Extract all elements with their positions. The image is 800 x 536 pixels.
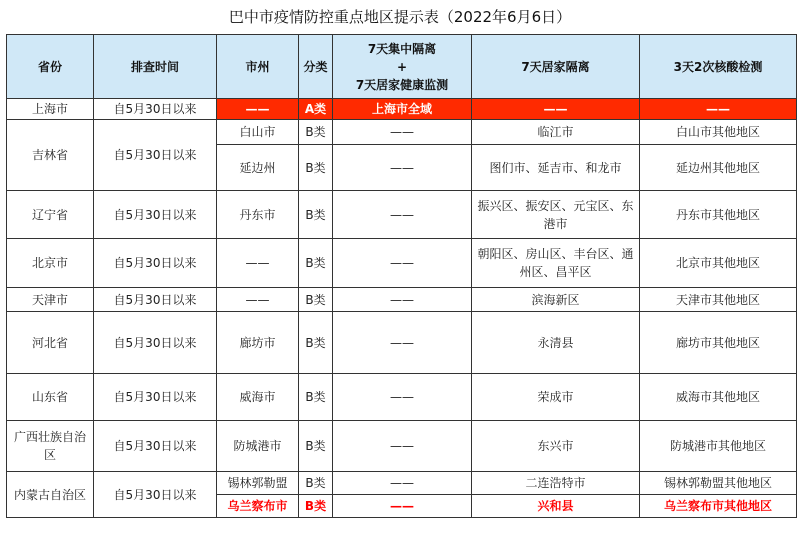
cell-centralized-isolation: —— bbox=[333, 288, 472, 312]
cell-city: 锡林郭勒盟 bbox=[217, 472, 299, 495]
cell-province: 辽宁省 bbox=[7, 191, 94, 239]
cell-nucleic-test: 锡林郭勒盟其他地区 bbox=[640, 472, 797, 495]
cell-time: 自5月30日以来 bbox=[94, 421, 217, 472]
cell-category: B类 bbox=[299, 312, 333, 374]
cell-city: 延边州 bbox=[217, 145, 299, 191]
cell-city: —— bbox=[217, 99, 299, 120]
cell-province: 天津市 bbox=[7, 288, 94, 312]
cell-home-isolation: 振兴区、振安区、元宝区、东港市 bbox=[472, 191, 640, 239]
cell-nucleic-test: 延边州其他地区 bbox=[640, 145, 797, 191]
cell-home-isolation: —— bbox=[472, 99, 640, 120]
key-areas-table bbox=[6, 34, 797, 518]
cell-city: 威海市 bbox=[217, 374, 299, 421]
cell-centralized-isolation: —— bbox=[333, 312, 472, 374]
cell-centralized-isolation: 上海市全域 bbox=[333, 99, 472, 120]
table-row-neimenggu-1 bbox=[7, 472, 797, 495]
table-row-tianjin bbox=[7, 288, 797, 312]
cell-nucleic-test: 威海市其他地区 bbox=[640, 374, 797, 421]
cell-centralized-isolation: —— bbox=[333, 145, 472, 191]
cell-centralized-isolation: —— bbox=[333, 191, 472, 239]
cell-category: B类 bbox=[299, 239, 333, 288]
table-row-shandong bbox=[7, 374, 797, 421]
table-row-jilin-1 bbox=[7, 120, 797, 145]
cell-time: 自5月30日以来 bbox=[94, 120, 217, 191]
cell-time: 自5月30日以来 bbox=[94, 99, 217, 120]
cell-time: 自5月30日以来 bbox=[94, 312, 217, 374]
header-category: 分类 bbox=[299, 35, 333, 99]
cell-province: 内蒙古自治区 bbox=[7, 472, 94, 518]
cell-centralized-isolation: —— bbox=[333, 120, 472, 145]
cell-home-isolation: 朝阳区、房山区、丰台区、通州区、昌平区 bbox=[472, 239, 640, 288]
header-col5-line2: + bbox=[396, 59, 408, 74]
cell-city: 乌兰察布市 bbox=[217, 495, 299, 518]
cell-province: 山东省 bbox=[7, 374, 94, 421]
cell-category: B类 bbox=[299, 145, 333, 191]
cell-city: —— bbox=[217, 239, 299, 288]
cell-category: B类 bbox=[299, 472, 333, 495]
cell-centralized-isolation: —— bbox=[333, 239, 472, 288]
cell-nucleic-test: 北京市其他地区 bbox=[640, 239, 797, 288]
header-city: 市州 bbox=[217, 35, 299, 99]
cell-category: A类 bbox=[299, 99, 333, 120]
table-header-row bbox=[7, 35, 797, 99]
table-row-beijing bbox=[7, 239, 797, 288]
cell-nucleic-test: 丹东市其他地区 bbox=[640, 191, 797, 239]
cell-province: 广西壮族自治区 bbox=[7, 421, 94, 472]
header-nucleic-test: 3天2次核酸检测 bbox=[640, 35, 797, 99]
cell-time: 自5月30日以来 bbox=[94, 472, 217, 518]
cell-province: 吉林省 bbox=[7, 120, 94, 191]
cell-province: 河北省 bbox=[7, 312, 94, 374]
cell-time: 自5月30日以来 bbox=[94, 239, 217, 288]
page-title: 巴中市疫情防控重点地区提示表（2022年6月6日） bbox=[228, 8, 572, 26]
cell-centralized-isolation: —— bbox=[333, 495, 472, 518]
cell-city: 白山市 bbox=[217, 120, 299, 145]
header-time: 排查时间 bbox=[94, 35, 217, 99]
header-col5-line3: 7天居家健康监测 bbox=[355, 77, 449, 92]
cell-category: B类 bbox=[299, 374, 333, 421]
cell-home-isolation: 东兴市 bbox=[472, 421, 640, 472]
cell-centralized-isolation: —— bbox=[333, 421, 472, 472]
table-row-shanghai bbox=[7, 99, 797, 120]
cell-category: B类 bbox=[299, 120, 333, 145]
cell-nucleic-test: 廊坊市其他地区 bbox=[640, 312, 797, 374]
cell-category: B类 bbox=[299, 288, 333, 312]
cell-time: 自5月30日以来 bbox=[94, 288, 217, 312]
cell-nucleic-test: 白山市其他地区 bbox=[640, 120, 797, 145]
cell-category: B类 bbox=[299, 495, 333, 518]
cell-home-isolation: 永清县 bbox=[472, 312, 640, 374]
table-row-hebei bbox=[7, 312, 797, 374]
cell-home-isolation: 滨海新区 bbox=[472, 288, 640, 312]
cell-city: —— bbox=[217, 288, 299, 312]
cell-category: B类 bbox=[299, 191, 333, 239]
cell-city: 廊坊市 bbox=[217, 312, 299, 374]
cell-centralized-isolation: —— bbox=[333, 472, 472, 495]
cell-home-isolation: 荣成市 bbox=[472, 374, 640, 421]
cell-city: 防城港市 bbox=[217, 421, 299, 472]
cell-home-isolation: 兴和县 bbox=[472, 495, 640, 518]
cell-category: B类 bbox=[299, 421, 333, 472]
table-row-guangxi bbox=[7, 421, 797, 472]
cell-home-isolation: 临江市 bbox=[472, 120, 640, 145]
cell-nucleic-test: —— bbox=[640, 99, 797, 120]
cell-city: 丹东市 bbox=[217, 191, 299, 239]
header-col5-line1: 7天集中隔离 bbox=[367, 41, 437, 56]
cell-province: 北京市 bbox=[7, 239, 94, 288]
cell-nucleic-test: 天津市其他地区 bbox=[640, 288, 797, 312]
cell-nucleic-test: 防城港市其他地区 bbox=[640, 421, 797, 472]
header-province: 省份 bbox=[7, 35, 94, 99]
cell-nucleic-test: 乌兰察布市其他地区 bbox=[640, 495, 797, 518]
header-centralized-isolation bbox=[333, 35, 472, 99]
cell-centralized-isolation: —— bbox=[333, 374, 472, 421]
cell-time: 自5月30日以来 bbox=[94, 191, 217, 239]
table-row-liaoning bbox=[7, 191, 797, 239]
header-home-isolation: 7天居家隔离 bbox=[472, 35, 640, 99]
cell-home-isolation: 二连浩特市 bbox=[472, 472, 640, 495]
cell-province: 上海市 bbox=[7, 99, 94, 120]
cell-home-isolation: 图们市、延吉市、和龙市 bbox=[472, 145, 640, 191]
cell-time: 自5月30日以来 bbox=[94, 374, 217, 421]
